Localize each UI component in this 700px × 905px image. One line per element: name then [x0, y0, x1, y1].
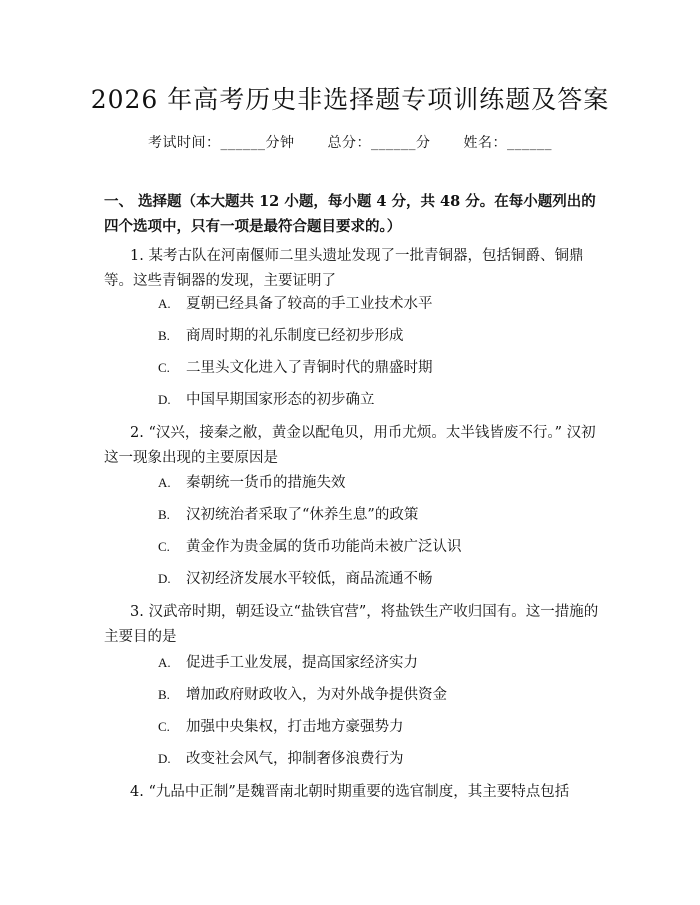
- option-b: [158, 505, 608, 525]
- option-b: [158, 326, 608, 346]
- option-text: 改变社会风气，抑制奢侈浪费行为: [186, 751, 404, 767]
- option-letter: A.: [158, 296, 171, 311]
- option-b: [158, 685, 608, 705]
- exam-score: 总分：______分: [327, 135, 431, 151]
- option-a: [158, 653, 608, 673]
- option-a: [158, 473, 608, 493]
- option-letter: C.: [158, 539, 170, 554]
- option-c: [158, 717, 608, 737]
- option-d: [158, 390, 608, 410]
- exam-info: [0, 132, 700, 152]
- option-letter: D.: [158, 751, 171, 766]
- option-text: 秦朝统一货币的措施失效: [186, 475, 346, 491]
- option-text: 增加政府财政收入，为对外战争提供资金: [186, 687, 447, 703]
- option-text: 夏朝已经具备了较高的手工业技术水平: [186, 296, 433, 312]
- section-heading: 一、 选择题（本大题共 12 小题，每小题 4 分，共 48 分。在每小题列出的四个选项中，只有一项是最符合题目要求的。）: [104, 193, 596, 235]
- question-2: [104, 421, 604, 471]
- option-text: 促进手工业发展，提高国家经济实力: [186, 655, 418, 671]
- option-letter: A.: [158, 655, 171, 670]
- option-c: [158, 358, 608, 378]
- question-stem: 3. 汉武帝时期，朝廷设立“盐铁官营”，将盐铁生产收归国有。这一措施的主要目的是: [104, 604, 599, 645]
- option-text: 汉初统治者采取了“休养生息”的政策: [186, 507, 419, 523]
- option-text: 二里头文化进入了青铜时代的鼎盛时期: [186, 360, 433, 376]
- option-d: [158, 569, 608, 589]
- option-letter: B.: [158, 687, 170, 702]
- option-letter: B.: [158, 507, 170, 522]
- option-d: [158, 749, 608, 769]
- option-c: [158, 537, 608, 557]
- option-letter: B.: [158, 328, 170, 343]
- option-letter: C.: [158, 719, 170, 734]
- option-a: [158, 294, 608, 314]
- option-text: 黄金作为贵金属的货币功能尚未被广泛认识: [186, 539, 462, 555]
- question-1: [104, 244, 604, 294]
- page-title: 2026 年高考历史非选择题专项训练题及答案: [90, 85, 610, 114]
- option-text: 中国早期国家形态的初步确立: [186, 392, 375, 408]
- question-stem: 1. 某考古队在河南偃师二里头遗址发现了一批青铜器，包括铜爵、铜鼎等。这些青铜器的发现，主要证明了: [104, 248, 584, 289]
- option-text: 加强中央集权，打击地方豪强势力: [186, 719, 404, 735]
- option-letter: C.: [158, 360, 170, 375]
- option-letter: D.: [158, 571, 171, 586]
- student-name: 姓名：______: [463, 135, 552, 151]
- question-stem: 4. “九品中正制”是魏晋南北朝时期重要的选官制度，其主要特点包括: [130, 784, 570, 800]
- exam-time: 考试时间：______分钟: [148, 135, 295, 151]
- question-stem: 2. “汉兴，接秦之敝，黄金以配龟贝，用币尤烦。太半钱皆废不行。” 汉初这一现象出现的主要原因是: [104, 425, 596, 466]
- option-letter: A.: [158, 475, 171, 490]
- question-4: [104, 780, 604, 805]
- option-text: 商周时期的礼乐制度已经初步形成: [186, 328, 404, 344]
- option-text: 汉初经济发展水平较低，商品流通不畅: [186, 571, 433, 587]
- question-3: [104, 600, 604, 650]
- option-letter: D.: [158, 392, 171, 407]
